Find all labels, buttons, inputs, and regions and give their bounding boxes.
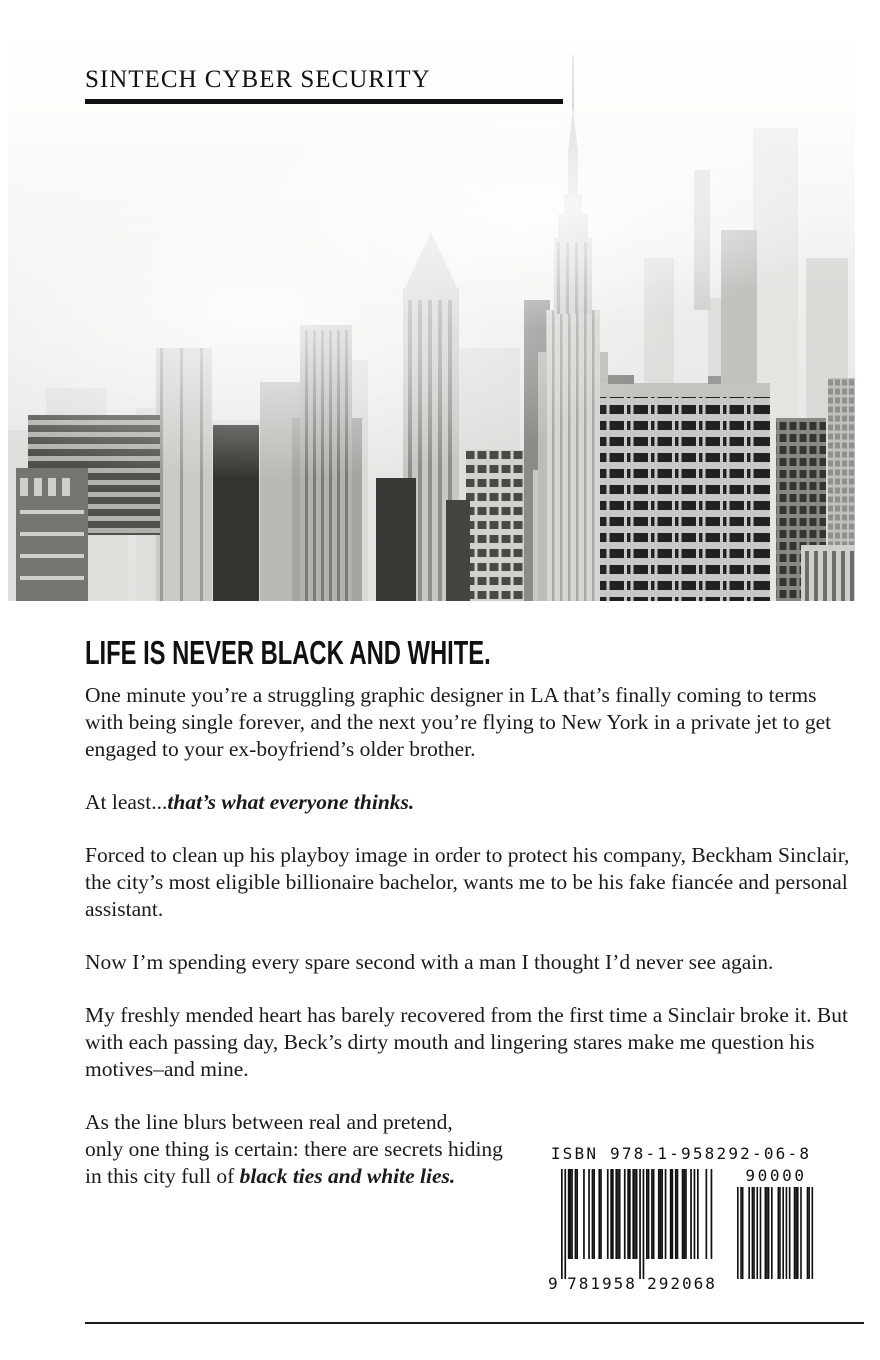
barcode-digits-group2: 292068 xyxy=(647,1274,717,1291)
footer-rule xyxy=(85,1322,864,1324)
blurb-paragraph-6 xyxy=(85,1109,565,1190)
blurb-paragraph-3: Forced to clean up his playboy image in order to protect his company, Beckham Sinclair, the city’s most eligible billionaire bachelor, wants me to be his fake fiancée and personal assistant. xyxy=(85,843,850,921)
blurb-paragraph-5: My freshly mended heart has barely recovered from the first time a Sinclair broke it. But with each passing day, Beck’s dirty mouth and lingering stares make me question his motives–and mine. xyxy=(85,1003,848,1081)
blurb-p6-line1: As the line blurs between real and pretend, xyxy=(85,1110,453,1134)
price-code-label: 90000 xyxy=(745,1167,807,1185)
blurb-p2-emphasis: that’s what everyone thinks. xyxy=(167,790,415,814)
isbn-barcode-block xyxy=(548,1144,814,1291)
barcode-bars-row xyxy=(548,1167,814,1291)
ean13-barcode xyxy=(548,1167,724,1291)
barcode-digits-group1: 781958 xyxy=(567,1274,637,1291)
blurb-paragraph-4: Now I’m spending every spare second with a man I thought I’d never see again. xyxy=(85,950,774,974)
publisher-header xyxy=(85,66,563,104)
ean5-addon-barcode xyxy=(736,1167,814,1291)
blurb-p2-lead: At least... xyxy=(85,790,168,814)
tagline-headline: LIFE IS NEVER BLACK AND WHITE. xyxy=(85,634,491,671)
blurb-p6-line2: only one thing is certain: there are secrets hiding xyxy=(85,1137,503,1161)
blurb-paragraph-2 xyxy=(85,789,860,816)
blurb-p6-line3-lead: in this city full of xyxy=(85,1164,240,1188)
barcode-digit-lead: 9 xyxy=(548,1274,560,1291)
blurb-p6-emphasis: black ties and white lies. xyxy=(239,1164,456,1188)
blurb xyxy=(85,682,860,1216)
isbn-number-label: ISBN 978-1-958292-06-8 xyxy=(550,1144,812,1163)
publisher-name: SINTECH CYBER SECURITY xyxy=(85,66,431,93)
blurb-paragraph-1: One minute you’re a struggling graphic designer in LA that’s finally coming to terms with being single forever, and the next you’re flying to New York in a private jet to get engaged to your ex-boyfriend’s older brother. xyxy=(85,683,832,761)
